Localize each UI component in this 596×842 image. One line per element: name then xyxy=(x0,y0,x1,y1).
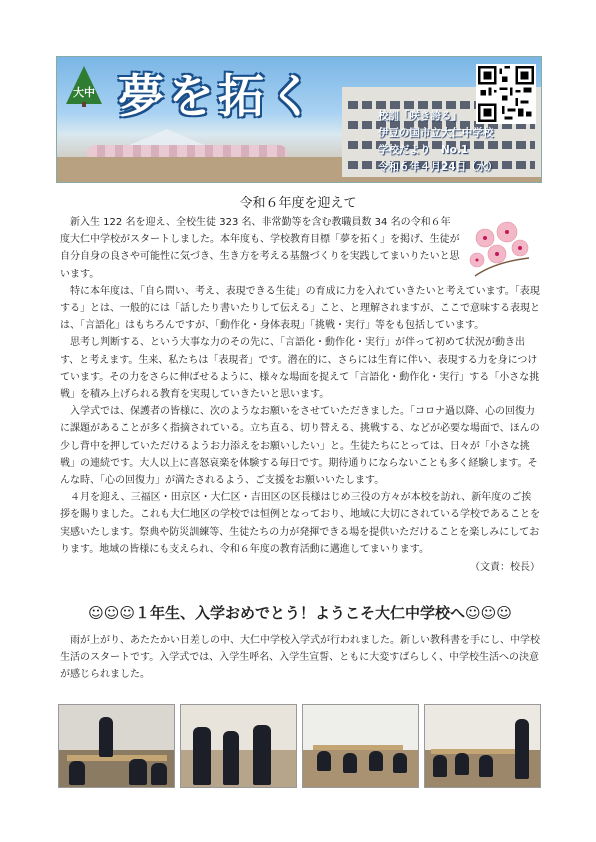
article-paragraph: 特に本年度は、「自ら問い、考え、表現できる生徒」の育成に力を入れていきたいと考えています。「表現する」とは、一般的には「話したり書いたりして伝える」こと、と理解されますが、ここで意味する表現とは、「言語化」はもちろんですが、「動作化・身体表現」「挑戦・実行」等をも包括しています。 xyxy=(60,285,540,332)
ceremony-photo xyxy=(424,704,541,788)
article-paragraph: 思考し判断する、という大事な力のその先に、「言語化・動作化・実行」が伴って初めて状況が動き出す、と考えます。生来、私たちは「表現者」です。潜在的に、さらには生育に伴い、表現する力を身につけています。その力をさらに伸ばせるように、様々な場面を捉えて「言語化・動作化・実行」する「小さな挑戦」を積み上げられる教育を実現していきたいと思います。 xyxy=(60,337,540,401)
school-emblem-icon xyxy=(64,64,104,108)
article-paragraph: ４月を迎え、三福区・田京区・大仁区・吉田区の区長様はじめ三役の方々が本校を訪れ、新年度のご挨拶を賜りました。これも大仁地区の学校では恒例となっており、地域に大切にされている学校であることを実感いたします。祭典や防災訓練等、生徒たちの力が発揮できる場を提供いただけることを楽しみにしております。地域の皆様にも支えられ、令和６年度の教育活動に邁進してまいります。 xyxy=(60,492,540,555)
article-paragraph: 雨が上がり、あたたかい日差しの中、大仁中学校入学式が行われました。新しい教科書を手にし、中学校生活のスタートです。入学式では、入学生呼名、入学生宣誓、ともに大変すばらしく、中学校生活への決意が感じられました。 xyxy=(60,635,540,680)
article-paragraph: 入学式では、保護者の皆様に、次のようなお願いをさせていただきました。「コロナ過以降、心の回復力に課題があることが多く指摘されている。立ち直る、切り替える、挑戦する、などが必要な場面で、ほんの少し背中を押していただけるようお力添えをお願いしたい」と。生徒たちにとっては、日々が「小さな挑戦」の連続です。大人以上に喜怒哀楽を体験する毎日です。期待通りにならないことも多く経験します。そんな時、「心の回復力」が満たされるよう、ご支援をお願いいたします。 xyxy=(60,406,540,487)
newsletter-title: 夢を拓く xyxy=(118,69,318,123)
ceremony-photo xyxy=(180,704,297,788)
qr-code-icon[interactable] xyxy=(476,64,536,124)
emblem-text: 大中 xyxy=(73,86,95,99)
entrance-ceremony-heading: ☺☺☺１年生、入学おめでとう！ようこそ大仁中学校へ☺☺☺ xyxy=(88,604,512,622)
issue-date: 令和６年４月24日（水） xyxy=(378,161,498,173)
article-title: 令和６年度を迎えて xyxy=(239,196,357,211)
school-motto: 校訓「咲き誇る」 xyxy=(378,110,462,122)
ceremony-photo xyxy=(302,704,419,788)
article-body xyxy=(60,214,540,576)
entrance-ceremony-body xyxy=(60,632,540,683)
school-name: 伊豆の国市立大仁中学校 xyxy=(378,127,494,139)
newsletter-number: 学校だより No.1 xyxy=(378,144,469,156)
ceremony-photo xyxy=(58,704,175,788)
article-paragraph: 新入生 122 名を迎え、全校生徒 323 名、非常勤等を含む教職員数 34 名の令和６年度大仁中学校がスタートしました。本年度も、学校教育目標「夢を拓く」を掲げ、生徒が自分自身の良さや可能性に気づき、生き方を考える基盤づくりを実践してまいりたいと思います。 xyxy=(60,217,460,280)
article-signature: （文責：校長） xyxy=(470,562,540,574)
